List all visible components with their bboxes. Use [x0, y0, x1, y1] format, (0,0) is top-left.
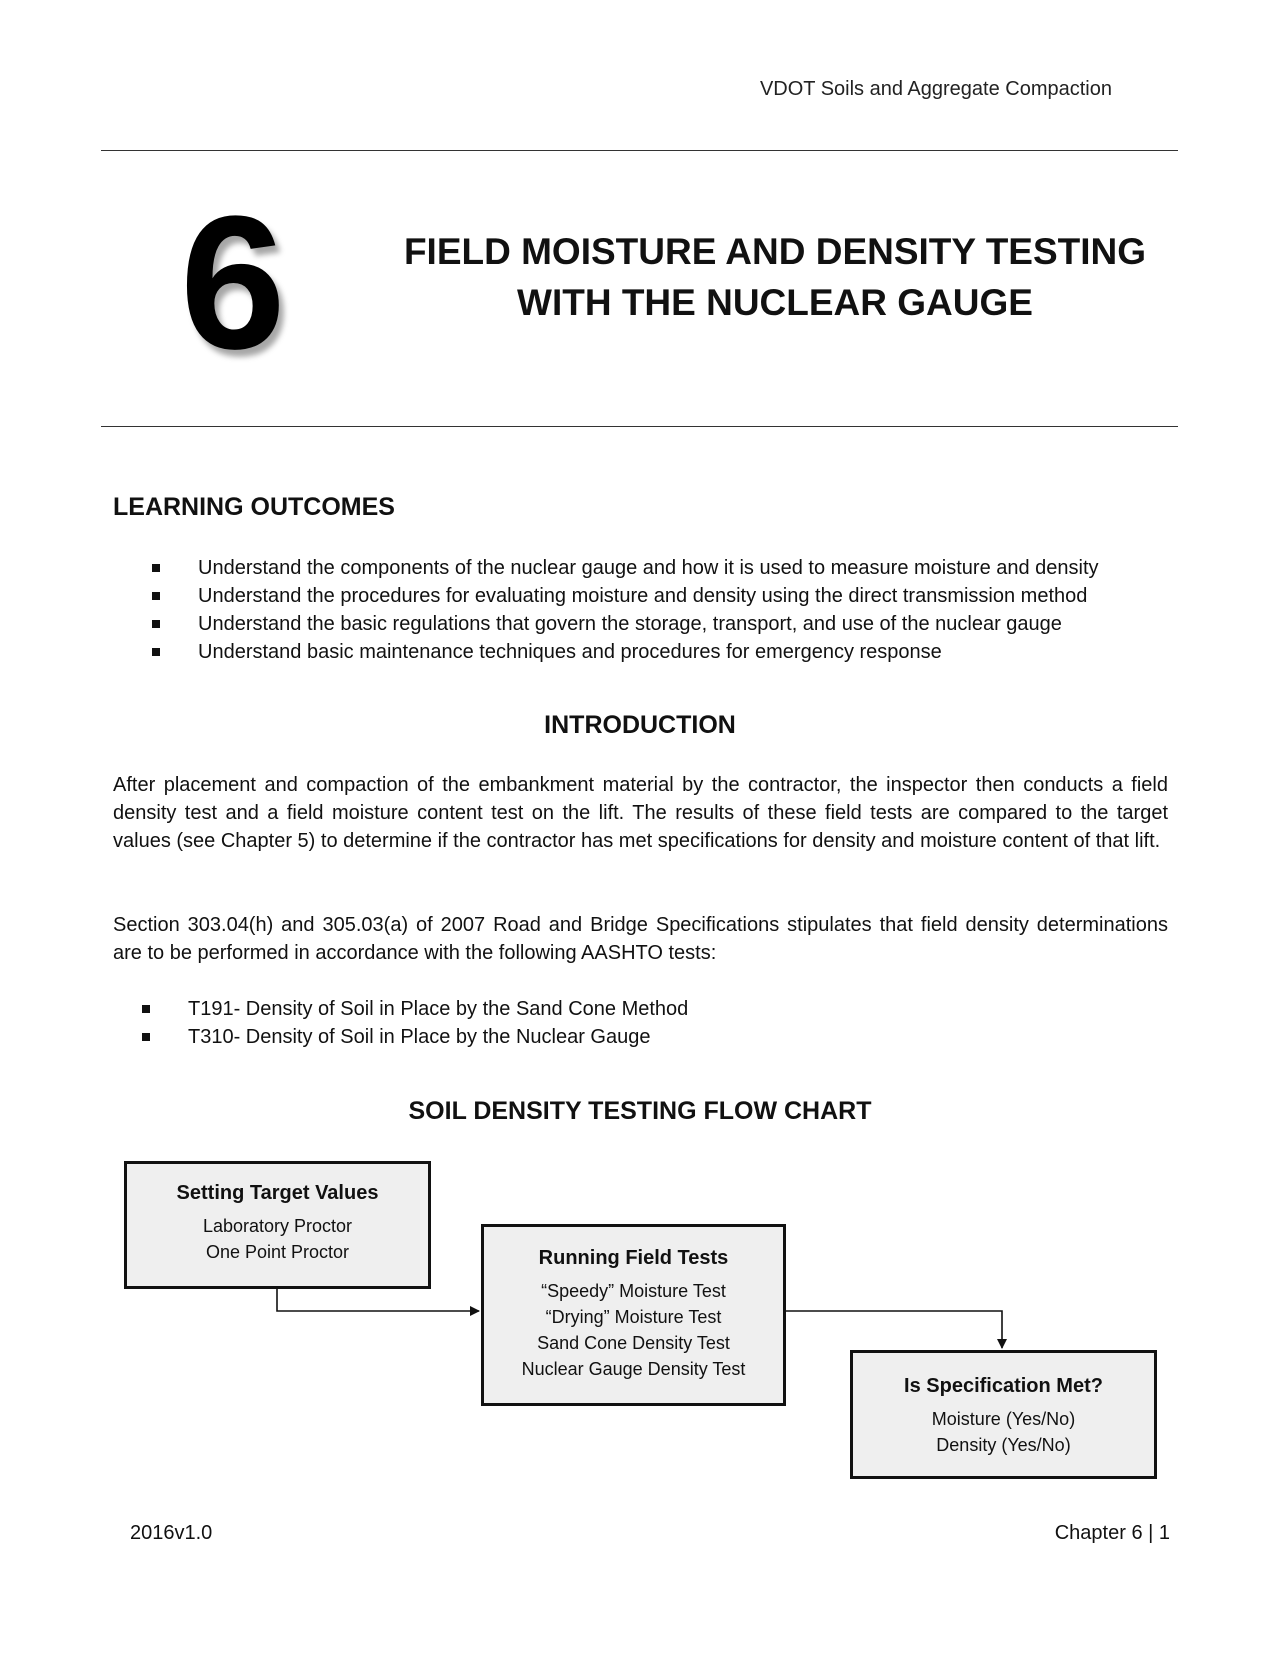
running-header: VDOT Soils and Aggregate Compaction	[759, 78, 1112, 100]
box-title: Setting Target Values	[176, 1182, 379, 1204]
learning-outcomes-heading: LEARNING OUTCOMES	[113, 493, 395, 521]
box-line: Sand Cone Density Test	[537, 1333, 730, 1353]
flow-box-setting-target-values	[124, 1161, 431, 1289]
footer-page-number: Chapter 6 | 1	[1054, 1522, 1170, 1544]
intro-paragraph-1: After placement and compaction of the embankment material by the contractor, the inspector then conducts a field density test and a field moisture content test on the lift. The results of these field tests are compared to the target values (see Chapter 5) to determine if the contractor has met specifications for density and moisture content of that lift.	[113, 774, 1168, 852]
box-line: One Point Proctor	[205, 1242, 350, 1262]
box-line: Laboratory Proctor	[202, 1216, 353, 1236]
box-line: “Drying” Moisture Test	[545, 1307, 722, 1327]
flow-box-running-field-tests	[481, 1224, 786, 1406]
intro-paragraph-2: Section 303.04(h) and 305.03(a) of 2007 Road and Bridge Specifications stipulates that field density determinations are to be performed in accordance with the following AASHTO tests:	[113, 914, 1168, 964]
list-item: Understand basic maintenance techniques and procedures for emergency response	[198, 638, 1178, 666]
chapter-title-line2: WITH THE NUCLEAR GAUGE	[517, 282, 1033, 323]
box-line: Moisture (Yes/No)	[931, 1409, 1076, 1429]
connector-arrow-1	[277, 1289, 479, 1311]
box-line: Nuclear Gauge Density Test	[521, 1359, 746, 1379]
list-item: T310- Density of Soil in Place by the Nuclear Gauge	[188, 1023, 1088, 1051]
box-line: Density (Yes/No)	[936, 1435, 1071, 1455]
flow-chart-heading: SOIL DENSITY TESTING FLOW CHART	[408, 1097, 872, 1125]
chapter-title-line1: FIELD MOISTURE AND DENSITY TESTING	[403, 231, 1147, 272]
box-title: Running Field Tests	[538, 1247, 729, 1269]
footer-version: 2016v1.0	[130, 1522, 213, 1544]
introduction-heading: INTRODUCTION	[544, 711, 736, 739]
chapter-number: 6	[180, 177, 284, 389]
box-title: Is Specification Met?	[904, 1375, 1103, 1397]
list-item: T191- Density of Soil in Place by the Sand Cone Method	[188, 995, 1088, 1023]
connector-arrow-2	[786, 1311, 1002, 1348]
list-item: Understand the components of the nuclear gauge and how it is used to measure moisture and density	[198, 554, 1178, 582]
flow-box-is-specification-met	[850, 1350, 1157, 1479]
list-item: Understand the basic regulations that govern the storage, transport, and use of the nuclear gauge	[198, 610, 1178, 638]
box-line: “Speedy” Moisture Test	[541, 1281, 726, 1301]
list-item: Understand the procedures for evaluating moisture and density using the direct transmission method	[198, 582, 1178, 610]
